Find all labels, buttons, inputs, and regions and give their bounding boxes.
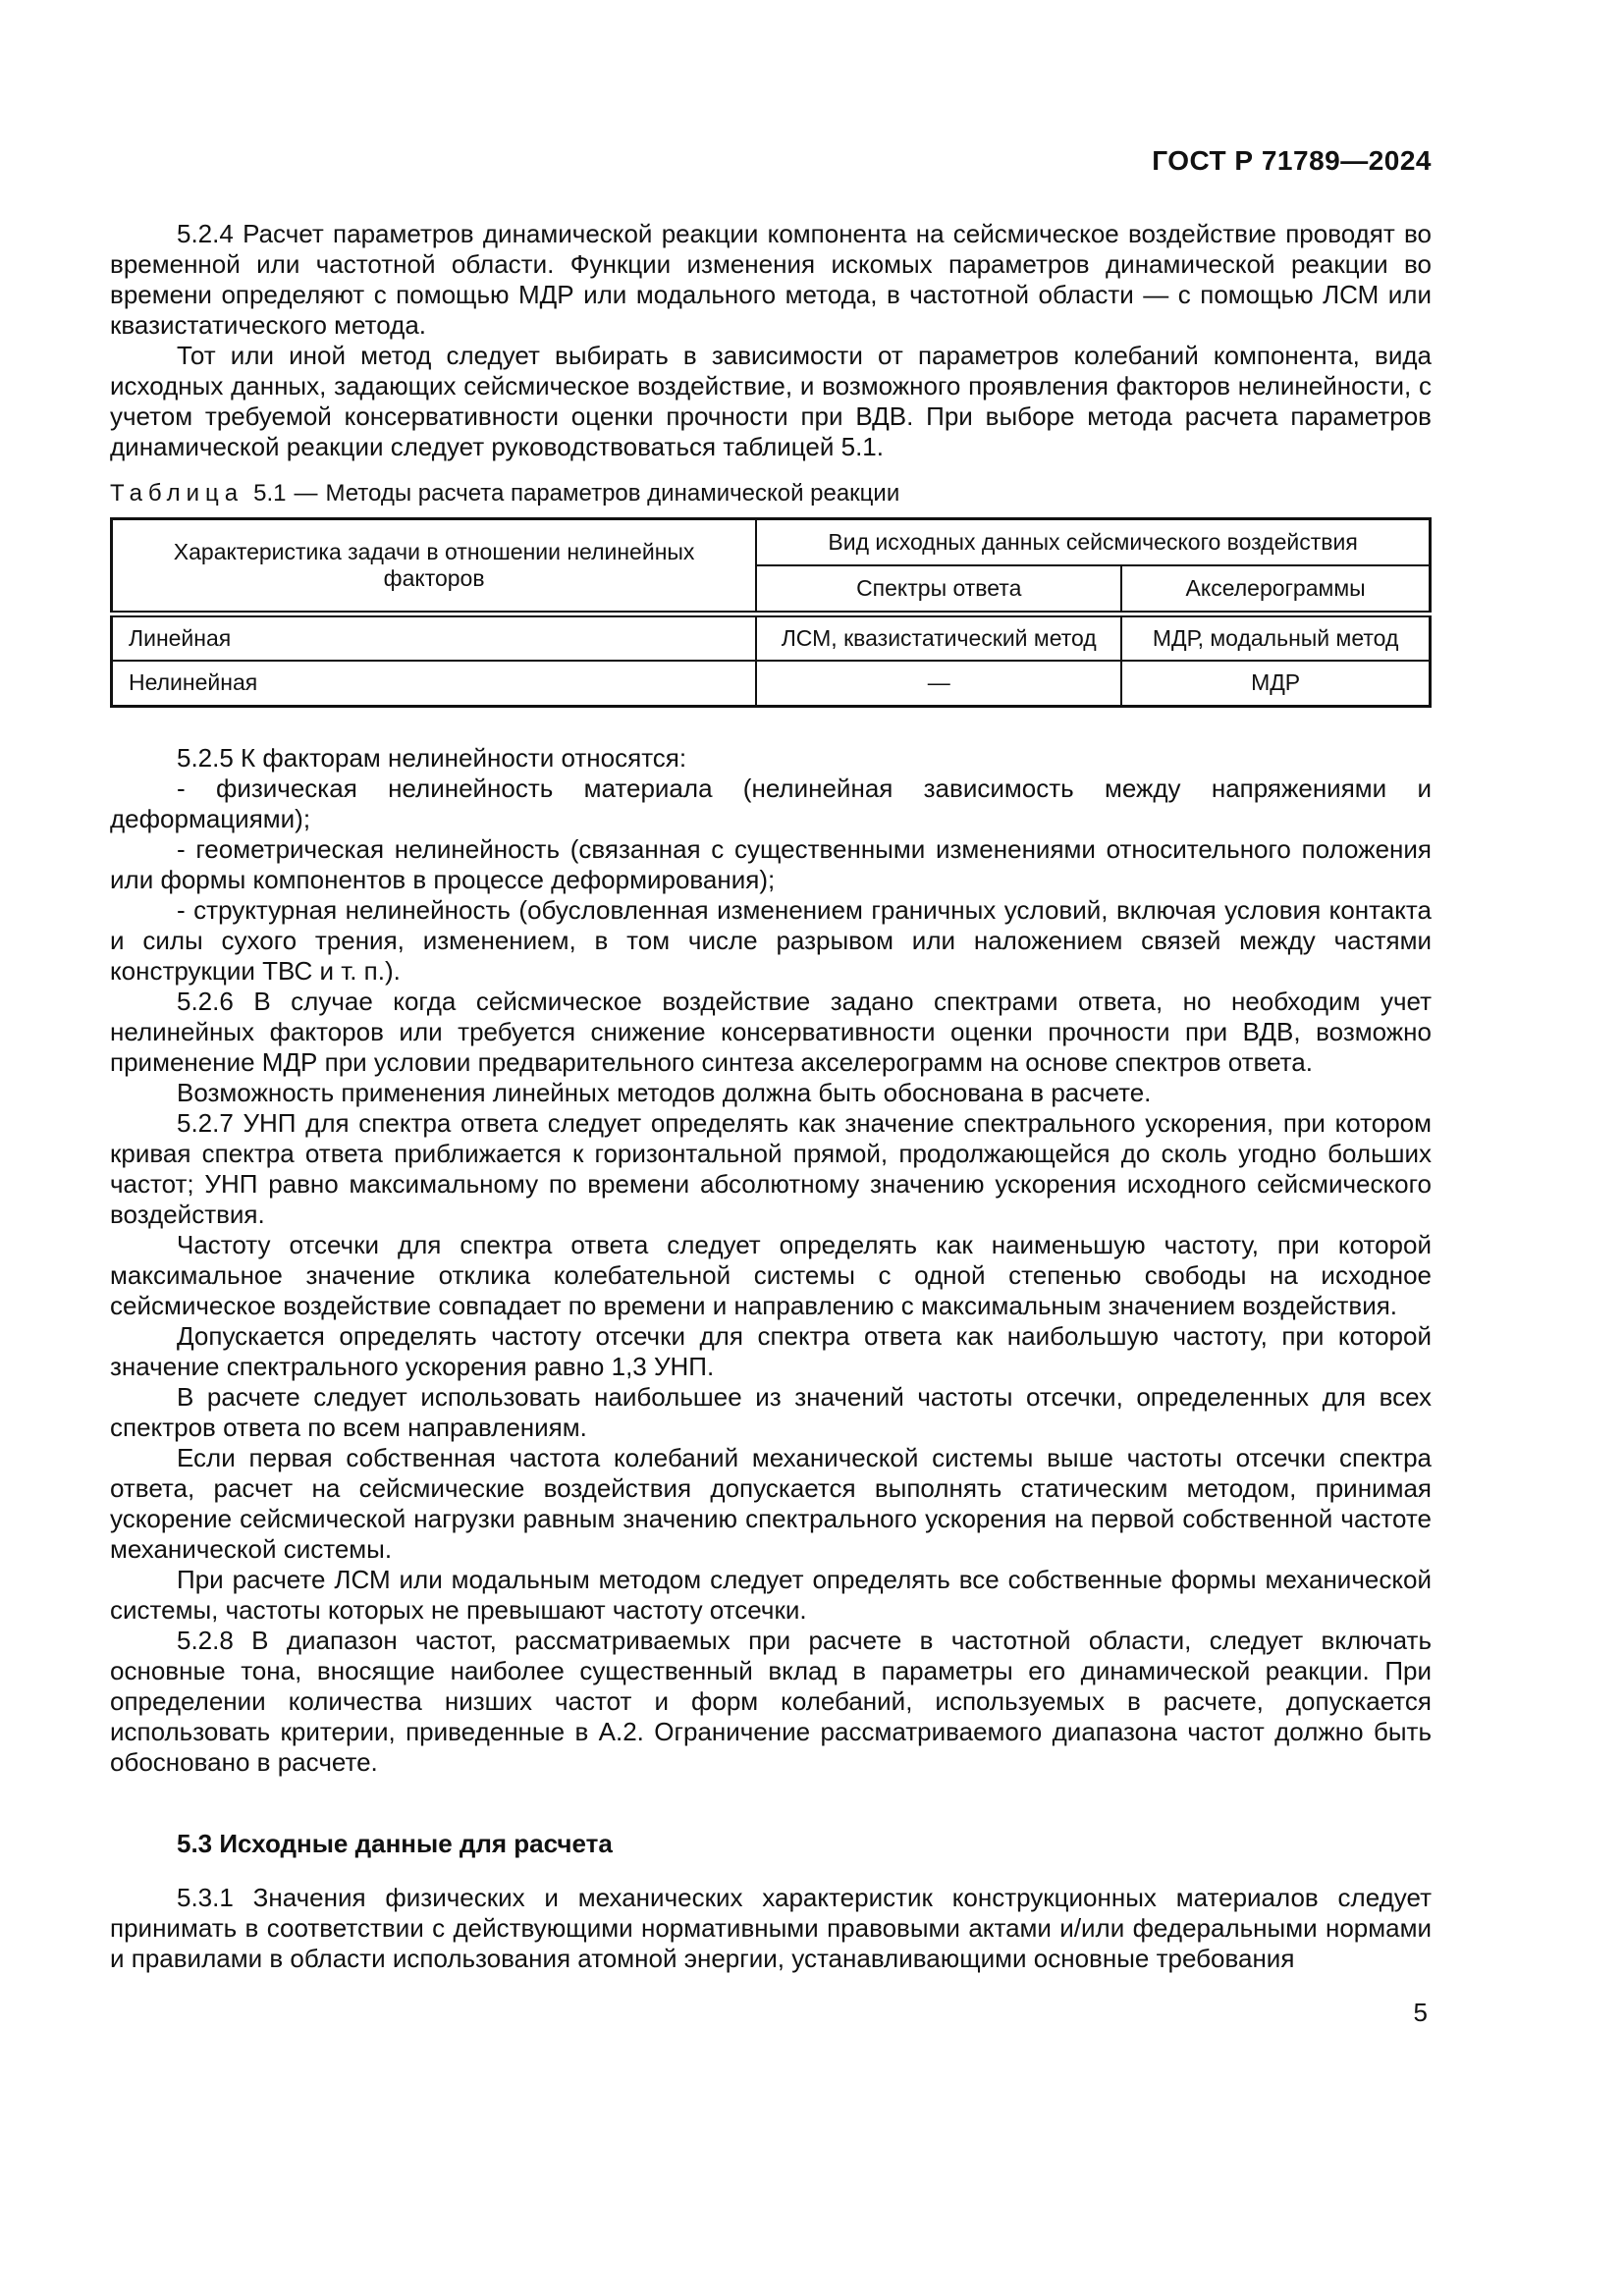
list-item-structural-nonlinearity: - структурная нелинейность (обусловленная изменением граничных условий, включая условия контакта и силы сухого трения, изменением, в том числе разрывом или наложением связей между частями конструкции ТВС и т. п.).	[110, 894, 1432, 986]
table-5-1	[110, 517, 1432, 708]
col-header-task: Характеристика задачи в отношении нелинейных факторов	[112, 519, 757, 614]
paragraph-5-2-4: 5.2.4 Расчет параметров динамической реакции компонента на сейсмическое воздействие проводят во временной или частотной области. Функции изменения искомых параметров динамической реакции во времени определяют с помощью МДР или модального метода, в частотной области — с помощью ЛСМ или квазистатического метода.	[110, 219, 1432, 340]
paragraph-5-3-1: 5.3.1 Значения физических и механических характеристик конструкционных материалов следует принимать в соответствии с действующими нормативными правовыми актами и/или федеральными нормами и правилами в области использования атомной энергии, устанавливающими основные требования	[110, 1882, 1432, 1973]
paragraph: Если первая собственная частота колебаний механической системы выше частоты отсечки спектра ответа, расчет на сейсмические воздействия допускается выполнять статическим методом, принимая ускорение сейсмической нагрузки равным значению спектрального ускорения на первой собственной частоте механической системы.	[110, 1442, 1432, 1564]
table-header-row	[112, 519, 1431, 566]
table-caption-word: Таблица	[110, 480, 244, 507]
paragraph: Допускается определять частоту отсечки для спектра ответа как наибольшую частоту, при которой значение спектрального ускорения равно 1,3 УНП.	[110, 1320, 1432, 1381]
col-header-spectra: Спектры ответа	[756, 565, 1121, 614]
list-item-physical-nonlinearity: - физическая нелинейность материала (нелинейная зависимость между напряжениями и деформациями);	[110, 773, 1432, 833]
cell-accel-method: МДР	[1121, 661, 1430, 706]
paragraph: Частоту отсечки для спектра ответа следует определять как наименьшую частоту, при которой максимальное значение отклика колебательной системы с одной степенью свободы на исходное сейсмическое воздействие совпадает по времени и направлению с максимальным значением воздействия.	[110, 1229, 1432, 1320]
subsection-heading-5-3: 5.3 Исходные данные для расчета	[177, 1828, 613, 1858]
cell-accel-method: МДР, модальный метод	[1121, 614, 1430, 662]
paragraph: В расчете следует использовать наибольшее из значений частоты отсечки, определенных для всех спектров ответа по всем направлениям.	[110, 1381, 1432, 1442]
table-caption-title: Методы расчета параметров динамической реакции	[325, 480, 900, 507]
cell-task: Нелинейная	[112, 661, 757, 706]
paragraph-5-2-5: 5.2.5 К факторам нелинейности относятся:	[177, 742, 687, 773]
paragraph: При расчете ЛСМ или модальным методом следует определять все собственные формы механической системы, частоты которых не превышают частоту отсечки.	[110, 1564, 1432, 1625]
paragraph-5-2-6: 5.2.6 В случае когда сейсмическое воздействие задано спектрами ответа, но необходим учет нелинейных факторов или требуется снижение консервативности оценки прочности при ВДВ, возможно применение МДР при условии предварительного синтеза акселерограмм на основе спектров ответа.	[110, 986, 1432, 1077]
table-row-linear	[112, 614, 1431, 662]
paragraph-5-2-7: 5.2.7 УНП для спектра ответа следует определять как значение спектрального ускорения, при котором кривая спектра ответа приближается к горизонтальной прямой, продолжающейся до сколь угодно больших частот; УНП равно максимальному по времени абсолютному значению ускорения исходного сейсмического воздействия.	[110, 1107, 1432, 1229]
paragraph: Возможность применения линейных методов должна быть обоснована в расчете.	[177, 1077, 1152, 1107]
col-header-accelerograms: Акселерограммы	[1121, 565, 1430, 614]
paragraph: Тот или иной метод следует выбирать в зависимости от параметров колебаний компонента, вида исходных данных, задающих сейсмическое воздействие, и возможного проявления факторов нелинейности, с учетом требуемой консервативности оценки прочности при ВДВ. При выборе метода расчета параметров динамической реакции следует руководствоваться таблицей 5.1.	[110, 341, 1432, 461]
cell-spectra-method: —	[756, 661, 1121, 706]
cell-task: Линейная	[112, 614, 757, 662]
table-caption-number: 5.1	[253, 480, 287, 507]
cell-spectra-method: ЛСМ, квазистатический метод	[756, 614, 1121, 662]
page-content	[110, 145, 1432, 2028]
list-item-geometric-nonlinearity: - геометрическая нелинейность (связанная с существенными изменениями относительного положения или формы компонентов в процессе деформирования);	[110, 833, 1432, 894]
table-row-nonlinear	[112, 661, 1431, 706]
doc-code-header: ГОСТ Р 71789—2024	[1152, 145, 1432, 176]
paragraph-5-2-8: 5.2.8 В диапазон частот, рассматриваемых при расчете в частотной области, следует включать основные тона, вносящие наиболее существенный вклад в параметры его динамической реакции. При определении количества низших частот и форм колебаний, используемых в расчете, допускается использовать критерии, приведенные в А.2. Ограничение рассматриваемого диапазона частот должно быть обосновано в расчете.	[110, 1625, 1432, 1777]
page-number: 5	[1413, 1997, 1428, 2027]
table-caption-separator: —	[294, 480, 318, 507]
col-header-group: Вид исходных данных сейсмического воздействия	[756, 519, 1430, 566]
table-caption	[110, 480, 1432, 507]
